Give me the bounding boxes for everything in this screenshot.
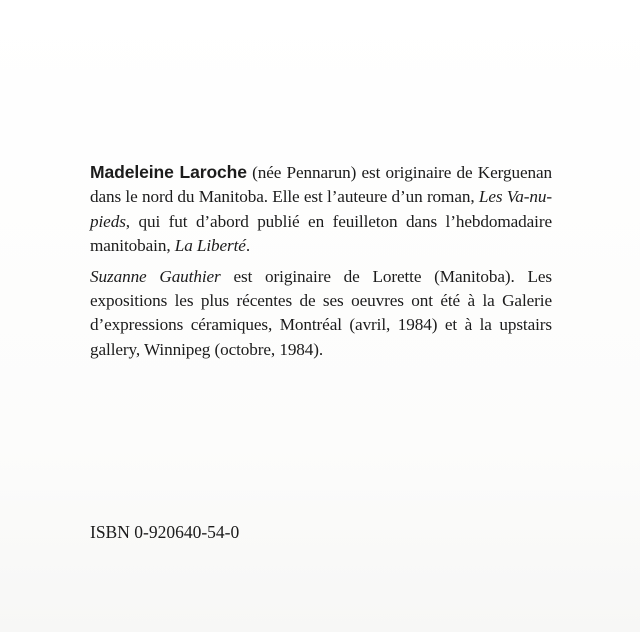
author-name: Madeleine Laroche <box>90 162 247 182</box>
isbn-number: ISBN 0-920640-54-0 <box>90 522 240 542</box>
novel-title: Les Va-nu-pieds <box>90 187 552 231</box>
author-text-1: (née Pennarun) est originaire de Kerguenan dans le nord du Manitoba. Elle est l’auteure d’un roman, <box>90 163 552 207</box>
illustrator-paragraph <box>90 265 552 363</box>
illustrator-name: Suzanne Gauthier <box>90 266 221 286</box>
author-paragraph <box>90 160 552 259</box>
author-text-2: , qui fut d’abord publié en feuilleton dans l’hebdomadaire manitobain, <box>90 211 552 256</box>
biography-section <box>90 160 552 368</box>
newspaper-title: La Liberté <box>174 236 246 256</box>
author-text-3: . <box>245 236 251 256</box>
illustrator-text: est originaire de Lorette (Manitoba). Les expositions les plus récentes de ses oeuvres ont été à la Galerie d’expressions céramiques, Montréal (avril, 1984) et à la upstairs gallery, Winnipeg (octobre, 1984). <box>90 266 553 359</box>
